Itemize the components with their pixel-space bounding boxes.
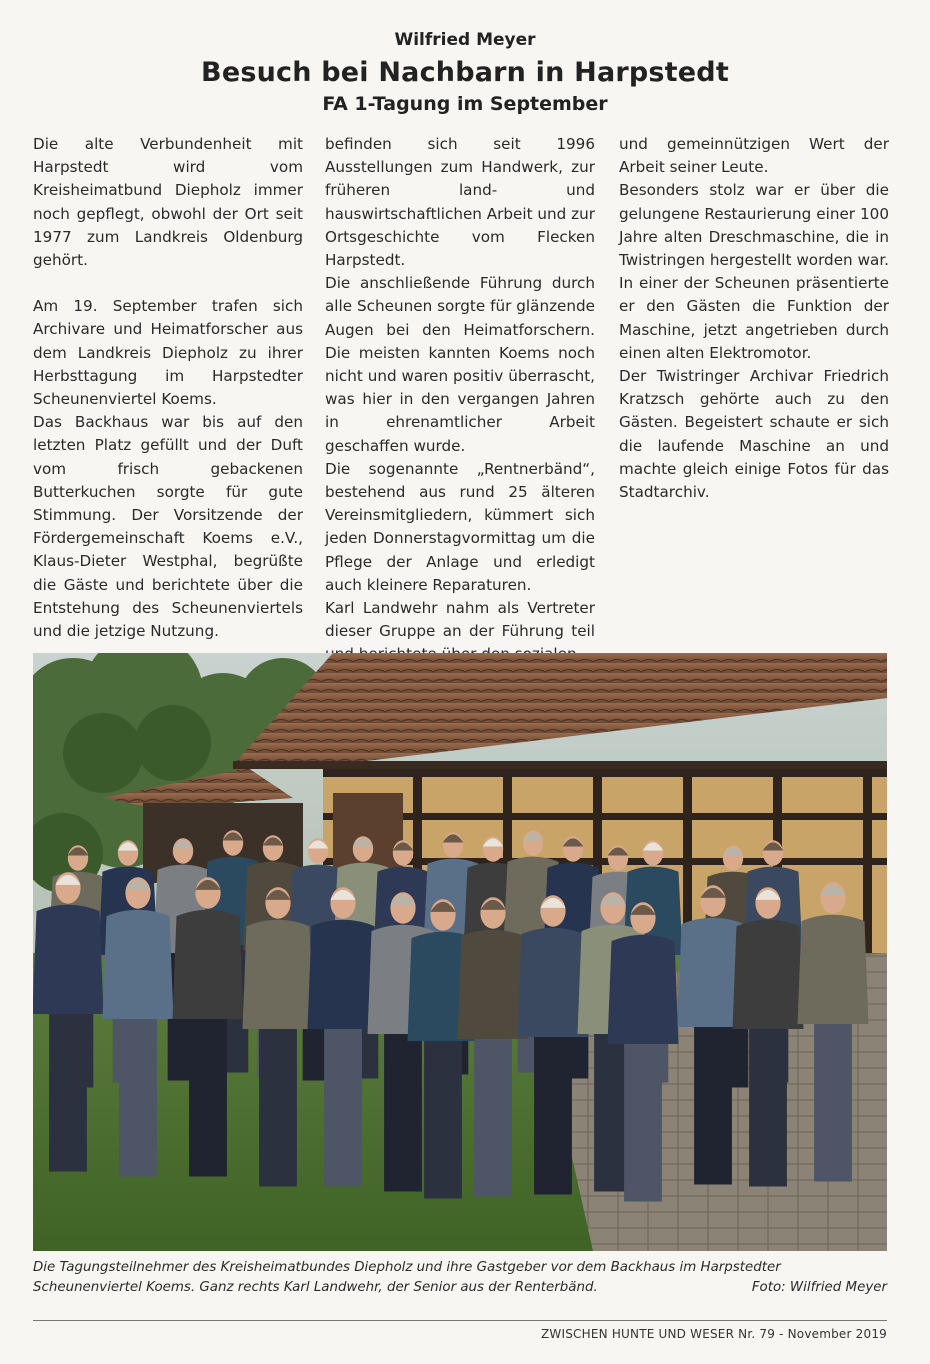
article-author: Wilfried Meyer [394, 30, 536, 50]
paragraph: Besonders stolz war er über die gelungene Restaurierung einer 100 Jahre alten Dreschmaschine, die in Twistringen hergestellt worden war. In einer der Scheunen präsentierte er den Gästen die Funktion der Maschine, jetzt angetrieben durch einen alten Elektromotor. [619, 181, 889, 362]
paragraph: Das Backhaus war bis auf den letzten Platz gefüllt und der Duft vom frisch gebackenen Butterkuchen sorgte für gute Stimmung. Der Vorsitzende der Fördergemeinschaft Koems e.V., Klaus-Dieter Westphal, begrüßte die Gäste und berichtete über die Entstehung des Scheunenviertels und die jetzige Nutzung. [33, 413, 303, 641]
group-photo [33, 653, 887, 1251]
paragraph: Die sogenannte „Rentnerbänd“, bestehend aus rund 25 älteren Vereinsmitgliedern, kümmert sich jeden Donnerstagvormittag um die Pflege der Anlage und erledigt auch kleinere Reparaturen. [325, 459, 595, 594]
paragraph: Am 19. September trafen sich Archivare und Heimatforscher aus dem Landkreis Diepholz zu ihrer Herbsttagung im Harpstedter Scheunenviertel Koems. [33, 297, 303, 409]
caption-text: Die Tagungsteilnehmer des Kreisheimatbundes Diepholz und ihre Gastgeber vor dem Backhaus im Harpstedter Scheunenviertel Koems. Ganz rechts Karl Landwehr, der Senior aus der Renterbänd. [33, 1260, 781, 1295]
photo-caption [33, 1258, 887, 1298]
publication-footer: ZWISCHEN HUNTE UND WESER Nr. 79 - November 2019 [541, 1327, 887, 1341]
article-subtitle: FA 1-Tagung im September [322, 93, 608, 115]
paragraph: Die anschließende Führung durch alle Scheunen sorgte für glänzende Augen bei den Heimatforschern. Die meisten kannten Koems noch nicht und waren positiv überrascht, was hier in den vergangen Jahren in ehrenamtlicher Arbeit geschaffen wurde. [325, 274, 595, 455]
text-column-3 [619, 133, 889, 504]
paragraph: Der Twistringer Archivar Friedrich Kratzsch gehörte auch zu den Gästen. Begeistert schaute er sich die laufende Maschine an und machte gleich einige Fotos für das Stadtarchiv. [619, 367, 889, 502]
text-column-1 [33, 133, 303, 689]
photo-credit: Foto: Wilfried Meyer [751, 1280, 887, 1295]
paragraph: Die alte Verbundenheit mit Harpstedt wird vom Kreisheimatbund Diepholz immer noch gepflegt, obwohl der Ort seit 1977 zum Landkreis Oldenburg gehört. [33, 135, 303, 270]
paragraph: Karl Landwehr nahm als Vertreter dieser Gruppe an der Führung teil [325, 599, 595, 641]
article-title: Besuch bei Nachbarn in Harpstedt [201, 57, 729, 88]
group-photo-illustration [33, 653, 887, 1251]
footer-rule [33, 1320, 887, 1321]
text-column-2 [325, 133, 595, 667]
paragraph: und gemeinnützigen Wert der Arbeit seiner Leute. [619, 135, 889, 177]
paragraph: befinden sich seit 1996 Ausstellungen zum Handwerk, zur früheren land- und hauswirtschaftlichen Arbeit und zur Ortsgeschichte vom Flecken Harpstedt. [325, 135, 595, 270]
